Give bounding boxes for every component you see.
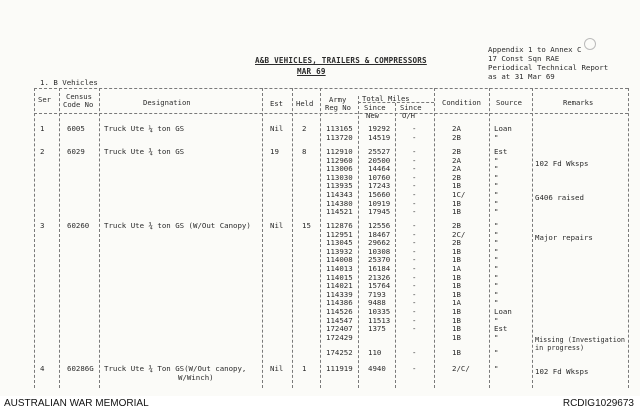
entry-miles-since-oh: -: [412, 181, 417, 191]
entry-reg-no: 174252: [326, 348, 353, 358]
entry-miles-since-oh: -: [412, 289, 417, 299]
entry-reg-no: 114526: [326, 307, 353, 316]
header-army-1: Army: [329, 95, 347, 104]
row-est: 19: [270, 147, 279, 156]
entry-source: ": [494, 348, 499, 358]
row-held: 1: [302, 364, 307, 373]
header-source: Source: [496, 98, 522, 107]
entry-miles-since-new: 10308: [368, 246, 391, 256]
entry-condition: 2C/: [452, 229, 466, 239]
header-census-1: Census: [66, 92, 92, 101]
entry-miles-since-new: 25370: [368, 255, 391, 265]
footer-record-id: RCDIG1029673: [562, 398, 634, 409]
entry-reg-no: 113165: [326, 124, 353, 133]
header-designation: Designation: [143, 98, 191, 107]
entry-reg-no: 113935: [326, 181, 353, 191]
entry-miles-since-new: 4940: [368, 364, 386, 373]
entry-miles-since-oh: -: [412, 198, 417, 208]
header-condition: Condition: [442, 98, 481, 107]
row-designation: Truck Ute ¼ ton GS: [104, 124, 185, 133]
entry-miles-since-new: 10919: [368, 198, 391, 208]
entry-reg-no: 113720: [326, 132, 353, 142]
entry-reg-no: 114339: [326, 289, 353, 299]
entry-source: ": [494, 298, 499, 308]
entry-condition: 2/C/: [452, 364, 470, 373]
header-census-2: Code No: [63, 100, 94, 109]
entry-miles-since-new: 15660: [368, 190, 391, 199]
entry-condition: 1B: [452, 348, 461, 358]
entry-condition: 2B: [452, 132, 461, 142]
entry-source: ": [494, 281, 499, 291]
entry-miles-since-new: 14464: [368, 164, 391, 174]
col-rule-6: [358, 96, 359, 388]
document-title: A&B VEHICLES, TRAILERS & COMPRESSORS: [255, 56, 427, 65]
entry-miles-since-oh: -: [412, 172, 417, 182]
entry-condition: 1B: [452, 281, 461, 291]
entry-miles-since-new: 25527: [368, 147, 391, 156]
row-ser: 4: [40, 364, 45, 373]
header-army-2: Reg No: [325, 103, 351, 112]
entry-miles-since-oh: -: [412, 190, 417, 199]
col-rule-8: [434, 88, 435, 388]
entry-miles-since-oh: -: [412, 348, 417, 358]
entry-source: Loan: [494, 124, 512, 133]
entry-miles-since-oh: -: [412, 164, 417, 174]
col-rule-0: [34, 88, 35, 388]
entry-miles-since-oh: -: [412, 246, 417, 256]
col-rule-10: [532, 88, 533, 388]
entry-source: ": [494, 229, 499, 239]
entry-condition: 1B: [452, 246, 461, 256]
entry-condition: 1B: [452, 324, 461, 334]
row-census-code: 60260: [67, 221, 90, 230]
entry-reg-no: 172407: [326, 324, 353, 334]
row-held: 15: [302, 221, 311, 230]
table-header-rule: [34, 113, 628, 114]
row-ser: 1: [40, 124, 45, 133]
col-rule-1: [59, 88, 60, 388]
entry-source: ": [494, 172, 499, 182]
entry-remark: Missing (Investigation in progress): [535, 335, 626, 352]
entry-miles-since-new: 17243: [368, 181, 391, 191]
ref-line-1: Appendix 1 to Annex C: [488, 45, 582, 54]
entry-reg-no: 114547: [326, 315, 353, 325]
document-subtitle: MAR 69: [297, 67, 326, 76]
entry-source: ": [494, 332, 499, 342]
row-est: Nil: [270, 124, 284, 133]
entry-source: ": [494, 132, 499, 142]
entry-source: ": [494, 164, 499, 174]
table-top-rule: [34, 88, 628, 89]
col-rule-7: [395, 103, 396, 388]
entry-miles-since-new: 11513: [368, 315, 391, 325]
header-remarks: Remarks: [563, 98, 594, 107]
header-est: Est: [270, 99, 283, 108]
entry-miles-since-new: 110: [368, 348, 382, 358]
entry-miles-since-new: 21326: [368, 272, 391, 282]
entry-condition: 1B: [452, 181, 461, 191]
entry-reg-no: 114343: [326, 190, 353, 199]
row-held: 2: [302, 124, 307, 133]
entry-reg-no: 113932: [326, 246, 353, 256]
entry-miles-since-new: 10760: [368, 172, 391, 182]
row-census-code: 6029: [67, 147, 85, 156]
entry-reg-no: 113045: [326, 238, 353, 248]
entry-condition: 2B: [452, 147, 461, 156]
entry-reg-no: 114015: [326, 272, 353, 282]
header-since-new-2: New: [366, 111, 379, 120]
entry-condition: 1A: [452, 264, 461, 273]
header-since-oh-1: Since: [400, 103, 422, 112]
row-held: 8: [302, 147, 307, 156]
entry-miles-since-new: 18467: [368, 229, 391, 239]
entry-source: Loan: [494, 307, 512, 316]
entry-miles-since-oh: -: [412, 147, 417, 156]
entry-miles-since-oh: -: [412, 307, 417, 316]
entry-source: ": [494, 315, 499, 325]
entry-miles-since-new: 17945: [368, 207, 391, 217]
entry-remark: G406 raised: [535, 193, 584, 202]
row-designation: Truck Ute ¾ ton GS: [104, 147, 185, 156]
row-ser: 2: [40, 147, 45, 156]
ref-line-4: as at 31 Mar 69: [488, 72, 555, 81]
entry-miles-since-new: 15764: [368, 281, 391, 291]
row-ser: 3: [40, 221, 45, 230]
header-total-miles: Total Miles: [362, 94, 410, 103]
entry-miles-since-oh: -: [412, 264, 417, 273]
footer-archive-name: AUSTRALIAN WAR MEMORIAL: [4, 398, 149, 409]
entry-reg-no: 112910: [326, 147, 353, 156]
header-since-oh-2: O/H: [402, 111, 415, 120]
entry-reg-no: 113030: [326, 172, 353, 182]
entry-miles-since-oh: -: [412, 229, 417, 239]
entry-miles-since-oh: -: [412, 255, 417, 265]
entry-source: ": [494, 181, 499, 191]
row-est: Nil: [270, 221, 284, 230]
entry-reg-no: 112960: [326, 155, 353, 165]
entry-condition: 1B: [452, 315, 461, 325]
entry-reg-no: 114021: [326, 281, 353, 291]
col-rule-3: [262, 88, 263, 388]
row-designation: Truck Ute ¾ ton GS (W/Out Canopy): [104, 221, 251, 230]
entry-source: ": [494, 264, 499, 273]
entry-source: Est: [494, 324, 508, 334]
entry-source: ": [494, 190, 499, 199]
row-census-code: 60286G: [67, 364, 94, 373]
entry-reg-no: 113006: [326, 164, 353, 174]
entry-condition: 1B: [452, 332, 461, 342]
section-heading: 1. B Vehicles: [40, 78, 98, 87]
col-rule-2: [99, 88, 100, 388]
entry-remark: 102 Fd Wksps: [535, 367, 589, 376]
entry-condition: 1C/: [452, 190, 466, 199]
row-census-code: 6005: [67, 124, 85, 133]
entry-source: ": [494, 221, 499, 230]
entry-source: ": [494, 364, 499, 373]
footer-bar: [0, 396, 640, 412]
entry-miles-since-new: 12556: [368, 221, 391, 230]
entry-remark: Major repairs: [535, 232, 593, 242]
entry-miles-since-new: 10335: [368, 307, 391, 316]
entry-miles-since-oh: -: [412, 272, 417, 282]
entry-miles-since-new: 1375: [368, 324, 386, 334]
entry-reg-no: 111919: [326, 364, 353, 373]
entry-condition: 2A: [452, 155, 461, 165]
entry-reg-no: 112876: [326, 221, 353, 230]
entry-source: ": [494, 198, 499, 208]
entry-source: ": [494, 155, 499, 165]
entry-reg-no: 114386: [326, 298, 353, 308]
entry-source: ": [494, 246, 499, 256]
entry-condition: 2B: [452, 172, 461, 182]
entry-condition: 2B: [452, 238, 461, 248]
entry-reg-no: 172429: [326, 332, 353, 342]
header-since-new-1: Since: [364, 103, 386, 112]
entry-miles-since-new: 29662: [368, 238, 391, 248]
entry-condition: 1B: [452, 307, 461, 316]
entry-reg-no: 114521: [326, 207, 353, 217]
entry-miles-since-oh: -: [412, 124, 417, 133]
entry-miles-since-new: 14519: [368, 132, 391, 142]
entry-reg-no: 114013: [326, 264, 353, 273]
entry-miles-since-oh: -: [412, 155, 417, 165]
entry-miles-since-new: 16184: [368, 264, 391, 273]
entry-source: ": [494, 207, 499, 217]
entry-miles-since-oh: -: [412, 324, 417, 334]
entry-reg-no: 112951: [326, 229, 353, 239]
entry-remark: 102 Fd Wksps: [535, 158, 589, 168]
entry-miles-since-oh: -: [412, 298, 417, 308]
ink-mark: [584, 38, 596, 50]
row-designation: W/Winch): [178, 372, 214, 382]
entry-condition: 1B: [452, 255, 461, 265]
entry-miles-since-oh: -: [412, 221, 417, 230]
entry-reg-no: 114380: [326, 198, 353, 208]
col-rule-9: [489, 88, 490, 388]
entry-miles-since-oh: -: [412, 281, 417, 291]
entry-condition: 2A: [452, 164, 461, 174]
header-held: Held: [296, 99, 314, 108]
entry-miles-since-new: 7193: [368, 289, 386, 299]
entry-source: ": [494, 289, 499, 299]
entry-source: ": [494, 255, 499, 265]
entry-condition: 1B: [452, 289, 461, 299]
entry-reg-no: 114008: [326, 255, 353, 265]
entry-condition: 2A: [452, 124, 461, 133]
ref-line-2: 17 Const Sqn RAE: [488, 54, 560, 63]
row-est: Nil: [270, 364, 284, 373]
entry-condition: 1B: [452, 272, 461, 282]
entry-miles-since-new: 20500: [368, 155, 391, 165]
entry-source: ": [494, 272, 499, 282]
entry-miles-since-oh: -: [412, 364, 417, 373]
entry-miles-since-oh: -: [412, 238, 417, 248]
header-ser: Ser: [38, 95, 51, 104]
entry-miles-since-oh: -: [412, 207, 417, 217]
entry-miles-since-new: 9488: [368, 298, 386, 308]
entry-condition: 1B: [452, 198, 461, 208]
entry-source: Est: [494, 147, 508, 156]
entry-condition: 1A: [452, 298, 461, 308]
entry-condition: 2B: [452, 221, 461, 230]
entry-condition: 1B: [452, 207, 461, 217]
entry-miles-since-new: 19292: [368, 124, 391, 133]
entry-miles-since-oh: -: [412, 315, 417, 325]
entry-miles-since-oh: -: [412, 132, 417, 142]
ref-line-3: Periodical Technical Report: [488, 63, 609, 72]
col-rule-4: [292, 88, 293, 388]
row-designation: Truck Ute ¾ Ton GS(W/Out canopy,: [104, 364, 247, 373]
col-rule-5: [320, 88, 321, 388]
entry-source: ": [494, 238, 499, 248]
